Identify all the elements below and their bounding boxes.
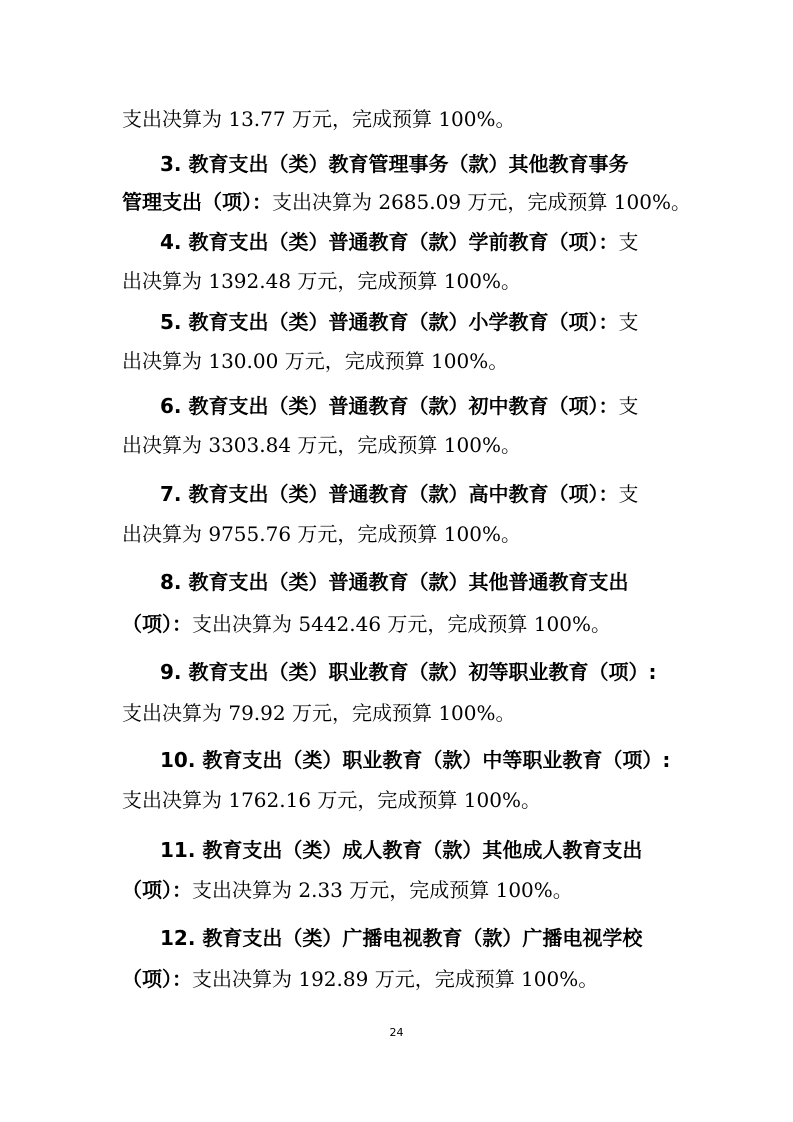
- paragraph-line: [122, 784, 672, 816]
- paragraph-line: [122, 186, 691, 218]
- paragraph-line: [122, 697, 672, 729]
- item-heading: 10. 教育支出（类）职业教育（款）中等职业教育（项）:: [160, 748, 671, 772]
- item-text: 出决算为 9755.76 万元，完成预算 100%。: [122, 522, 521, 546]
- paragraph-line: [122, 963, 672, 995]
- item-heading: 11. 教育支出（类）成人教育（款）其他成人教育支出: [160, 838, 643, 862]
- page-number: 24: [389, 1026, 404, 1039]
- item-heading: （项）：: [122, 612, 192, 636]
- paragraph-line: [160, 306, 672, 338]
- paragraph-line: [122, 345, 672, 377]
- item-heading: 8. 教育支出（类）普通教育（款）其他普通教育支出: [160, 570, 629, 594]
- item-text: 支出决算为 13.77 万元，完成预算 100%。: [122, 107, 516, 131]
- paragraph-line: [160, 478, 672, 510]
- item-text: 出决算为 3303.84 万元，完成预算 100%。: [122, 433, 521, 457]
- item-heading: 7. 教育支出（类）普通教育（款）高中教育（项）：: [160, 482, 619, 506]
- paragraph-line: [122, 874, 672, 906]
- item-text: 支出决算为 2.33 万元，完成预算 100%。: [192, 878, 573, 902]
- item-text: 支: [618, 482, 639, 506]
- item-heading: （项）：: [122, 878, 192, 902]
- paragraph-line: [160, 834, 672, 866]
- item-text: 支出决算为 79.92 万元，完成预算 100%。: [122, 701, 516, 725]
- paragraph-line: [160, 656, 672, 688]
- paragraph-line: [160, 148, 672, 180]
- paragraph-line: [160, 390, 672, 422]
- item-heading: 6. 教育支出（类）普通教育（款）初中教育（项）：: [160, 394, 619, 418]
- paragraph-line: [122, 265, 672, 297]
- paragraph-line: [160, 566, 672, 598]
- item-heading: （项）：: [122, 967, 192, 991]
- item-heading: 12. 教育支出（类）广播电视教育（款）广播电视学校: [160, 926, 643, 950]
- item-text: 出决算为 130.00 万元，完成预算 100%。: [122, 349, 509, 373]
- item-text: 支出决算为 5442.46 万元，完成预算 100%。: [192, 612, 611, 636]
- paragraph-line: [122, 518, 672, 550]
- paragraph-line: [122, 429, 672, 461]
- item-heading: 4. 教育支出（类）普通教育（款）学前教育（项）：: [160, 230, 619, 254]
- paragraph-line: [160, 226, 672, 258]
- item-heading: 5. 教育支出（类）普通教育（款）小学教育（项）：: [160, 310, 619, 334]
- item-text: 支: [618, 310, 639, 334]
- item-heading: 3. 教育支出（类）教育管理事务（款）其他教育事务: [160, 152, 629, 176]
- item-text: 支: [618, 230, 639, 254]
- item-text: 支: [618, 394, 639, 418]
- item-heading: 管理支出（项）：: [122, 190, 272, 214]
- paragraph-line: [160, 744, 672, 776]
- item-text: 支出决算为 1762.16 万元，完成预算 100%。: [122, 788, 541, 812]
- item-text: 出决算为 1392.48 万元，完成预算 100%。: [122, 269, 521, 293]
- item-text: 支出决算为 192.89 万元，完成预算 100%。: [192, 967, 599, 991]
- paragraph-line: [122, 608, 672, 640]
- item-text: 支出决算为 2685.09 万元，完成预算 100%。: [272, 190, 691, 214]
- paragraph-line: [160, 922, 672, 954]
- paragraph-line: [122, 103, 672, 135]
- item-heading: 9. 教育支出（类）职业教育（款）初等职业教育（项）:: [160, 660, 657, 684]
